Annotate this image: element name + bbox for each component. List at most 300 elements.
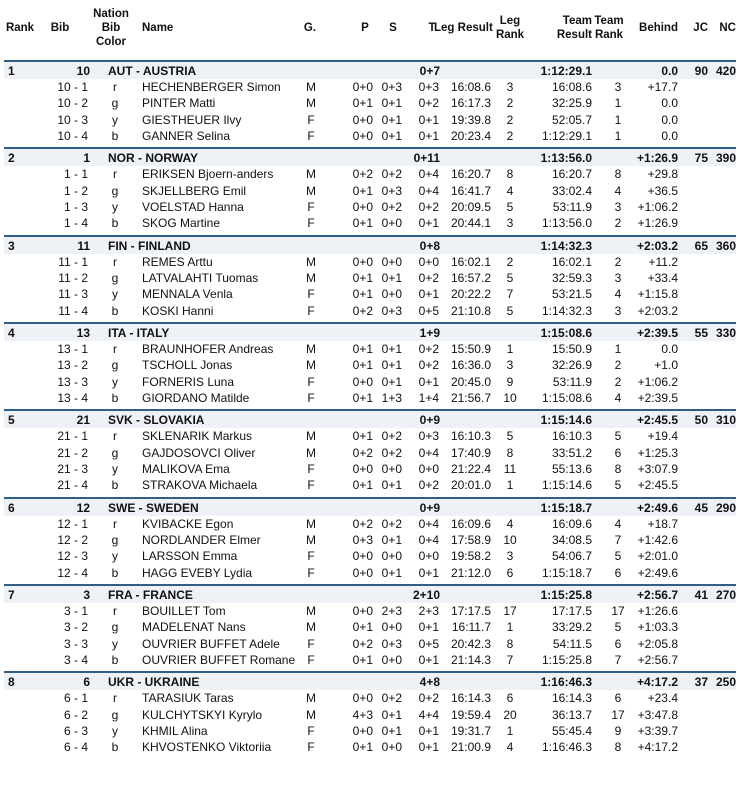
athlete-name: KHVOSTENKO Viktoriia bbox=[142, 740, 272, 755]
athlete-leg-result: 16:09.6 bbox=[450, 516, 491, 531]
athlete-team-result: 16:02.1 bbox=[551, 254, 592, 269]
athlete-bib-color: b bbox=[111, 740, 119, 755]
athlete-leg-rank: 8 bbox=[506, 167, 514, 182]
athlete-behind: +1:26.9 bbox=[637, 216, 678, 231]
athlete-prone: 0+0 bbox=[352, 112, 373, 127]
athlete-total: 0+0 bbox=[418, 461, 439, 476]
header-nation-line1: Nation bbox=[93, 8, 129, 20]
athlete-leg-result: 21:10.8 bbox=[450, 303, 491, 318]
team-rank: 5 bbox=[8, 413, 15, 428]
athlete-behind: +3:39.7 bbox=[637, 723, 678, 738]
athlete-prone: 0+2 bbox=[352, 167, 373, 182]
header-jc: JC bbox=[693, 22, 708, 34]
athlete-row bbox=[4, 603, 736, 619]
team-bib: 6 bbox=[83, 675, 90, 690]
athlete-bib-color: b bbox=[111, 565, 119, 580]
header-bib: Bib bbox=[50, 22, 70, 34]
athlete-standing: 0+2 bbox=[381, 167, 402, 182]
athlete-prone: 0+2 bbox=[352, 445, 373, 460]
athlete-behind: +2:49.6 bbox=[637, 565, 678, 580]
athlete-standing: 0+1 bbox=[381, 341, 402, 356]
athlete-standing: 0+0 bbox=[381, 216, 402, 231]
athlete-bib-color: r bbox=[113, 516, 117, 531]
athlete-total: 0+1 bbox=[418, 652, 439, 667]
athlete-row bbox=[4, 445, 736, 461]
athlete-leg-rank: 6 bbox=[506, 691, 514, 706]
athlete-behind: +1:26.6 bbox=[637, 603, 678, 618]
athlete-leg-rank: 5 bbox=[506, 270, 514, 285]
athlete-name: MENNALA Venla bbox=[142, 287, 233, 302]
athlete-leg-result: 20:42.3 bbox=[450, 636, 491, 651]
team-jc: 55 bbox=[694, 325, 708, 340]
athlete-total: 0+3 bbox=[418, 429, 439, 444]
athlete-gender: M bbox=[306, 183, 316, 198]
athlete-row bbox=[4, 532, 736, 548]
athlete-standing: 0+1 bbox=[381, 723, 402, 738]
athlete-bib-color: y bbox=[112, 112, 118, 127]
athlete-bib: 3 - 2 bbox=[63, 620, 88, 635]
athlete-gender: M bbox=[306, 167, 316, 182]
athlete-leg-result: 19:58.2 bbox=[450, 549, 491, 564]
athlete-bib-color: g bbox=[111, 620, 119, 635]
athlete-row bbox=[4, 95, 736, 111]
athlete-team-rank: 9 bbox=[614, 723, 622, 738]
athlete-behind: +18.7 bbox=[647, 516, 678, 531]
athlete-prone: 0+1 bbox=[352, 478, 373, 493]
athlete-standing: 0+0 bbox=[381, 254, 402, 269]
athlete-behind: +17.7 bbox=[647, 80, 678, 94]
athlete-leg-rank: 7 bbox=[506, 652, 514, 667]
team-result: 1:15:08.6 bbox=[540, 325, 592, 340]
athlete-leg-result: 20:09.5 bbox=[450, 199, 491, 214]
athlete-row bbox=[4, 254, 736, 270]
athlete-behind: +4:17.2 bbox=[637, 740, 678, 755]
athlete-behind: +2:05.8 bbox=[637, 636, 678, 651]
athlete-team-result: 1:12:29.1 bbox=[541, 128, 592, 143]
athlete-bib-color: g bbox=[111, 532, 119, 547]
athlete-standing: 0+0 bbox=[381, 652, 402, 667]
header-team-rank-line2: Rank bbox=[594, 29, 624, 41]
athlete-row bbox=[4, 723, 736, 739]
team-result: 1:14:32.3 bbox=[540, 238, 592, 253]
team-nc: 250 bbox=[715, 675, 736, 690]
athlete-name: FORNERIS Luna bbox=[142, 374, 235, 389]
team-bib: 12 bbox=[76, 500, 90, 515]
athlete-gender: M bbox=[306, 620, 316, 635]
athlete-bib-color: r bbox=[113, 254, 117, 269]
athlete-standing: 0+1 bbox=[381, 565, 402, 580]
athlete-standing: 0+2 bbox=[381, 691, 402, 706]
athlete-bib-color: y bbox=[112, 461, 118, 476]
athlete-name: GANNER Selina bbox=[142, 128, 231, 143]
athlete-team-rank: 2 bbox=[614, 374, 622, 389]
athlete-total: 0+2 bbox=[418, 358, 439, 373]
athlete-team-result: 1:15:18.7 bbox=[541, 565, 592, 580]
team-behind: +4:17.2 bbox=[636, 675, 678, 690]
athlete-bib: 13 - 2 bbox=[57, 358, 88, 373]
team-rank: 1 bbox=[8, 64, 15, 78]
athlete-behind: +29.8 bbox=[647, 167, 678, 182]
team-behind: +2:45.5 bbox=[636, 413, 678, 428]
athlete-row bbox=[4, 112, 736, 128]
athlete-bib-color: b bbox=[111, 303, 119, 318]
athlete-bib: 3 - 4 bbox=[63, 652, 88, 667]
athlete-name: KHMIL Alina bbox=[142, 723, 208, 738]
team-nc: 330 bbox=[715, 325, 736, 340]
athlete-gender: M bbox=[306, 270, 316, 285]
athlete-name: LATVALAHTI Tuomas bbox=[142, 270, 259, 285]
athlete-leg-result: 16:14.3 bbox=[450, 691, 491, 706]
athlete-leg-result: 16:11.7 bbox=[451, 620, 491, 635]
athlete-gender: M bbox=[306, 341, 316, 356]
team-rank: 6 bbox=[8, 500, 15, 515]
athlete-gender: F bbox=[307, 390, 315, 405]
athlete-total: 0+2 bbox=[418, 478, 439, 493]
athlete-standing: 0+0 bbox=[381, 620, 402, 635]
athlete-bib: 13 - 1 bbox=[57, 341, 88, 356]
athlete-prone: 0+0 bbox=[352, 549, 373, 564]
athlete-leg-result: 20:45.0 bbox=[450, 374, 491, 389]
athlete-row bbox=[4, 215, 736, 231]
team-nation: NOR - NORWAY bbox=[108, 151, 199, 166]
header-gender: G. bbox=[303, 22, 317, 34]
team-shooting: 0+8 bbox=[419, 238, 440, 253]
header-team-result-line2: Result bbox=[556, 29, 592, 41]
athlete-leg-rank: 1 bbox=[506, 723, 514, 738]
athlete-behind: +1:06.2 bbox=[637, 199, 678, 214]
athlete-leg-result: 20:22.2 bbox=[450, 287, 491, 302]
athlete-team-result: 16:10.3 bbox=[551, 429, 592, 444]
athlete-bib-color: r bbox=[113, 429, 117, 444]
athlete-bib-color: g bbox=[111, 358, 119, 373]
athlete-leg-rank: 2 bbox=[506, 254, 514, 269]
athlete-bib: 12 - 2 bbox=[57, 532, 88, 547]
athlete-standing: 0+1 bbox=[381, 112, 402, 127]
athlete-leg-result: 20:01.0 bbox=[450, 478, 491, 493]
athlete-name: VOELSTAD Hanna bbox=[142, 199, 244, 214]
athlete-team-rank: 5 bbox=[614, 478, 622, 493]
header-rank: Rank bbox=[5, 22, 35, 34]
athlete-team-rank: 7 bbox=[614, 532, 622, 547]
athlete-behind: +11.2 bbox=[648, 254, 678, 269]
athlete-standing: 0+1 bbox=[381, 128, 402, 143]
athlete-standing: 0+1 bbox=[381, 270, 402, 285]
athlete-team-rank: 4 bbox=[614, 183, 622, 198]
athlete-team-rank: 4 bbox=[614, 287, 622, 302]
athlete-total: 0+4 bbox=[418, 167, 439, 182]
athlete-gender: F bbox=[307, 549, 315, 564]
athlete-prone: 0+0 bbox=[352, 691, 373, 706]
athlete-behind: +1.0 bbox=[654, 358, 678, 373]
athlete-leg-rank: 3 bbox=[506, 80, 514, 94]
header-team-rank-line1: Team bbox=[594, 15, 624, 27]
athlete-standing: 0+0 bbox=[381, 461, 402, 476]
athlete-bib: 12 - 3 bbox=[57, 549, 88, 564]
athlete-bib: 21 - 1 bbox=[57, 429, 88, 444]
athlete-leg-rank: 2 bbox=[506, 128, 514, 143]
athlete-gender: F bbox=[307, 128, 315, 143]
athlete-prone: 0+0 bbox=[352, 565, 373, 580]
team-header-row bbox=[4, 235, 736, 254]
team-result: 1:15:25.8 bbox=[540, 587, 592, 602]
athlete-bib: 21 - 2 bbox=[57, 445, 88, 460]
team-shooting: 4+8 bbox=[419, 675, 440, 690]
athlete-prone: 0+1 bbox=[352, 740, 373, 755]
team-result: 1:15:14.6 bbox=[540, 413, 592, 428]
athlete-leg-result: 20:23.4 bbox=[450, 128, 491, 143]
athlete-gender: M bbox=[306, 691, 316, 706]
athlete-row bbox=[4, 286, 736, 302]
athlete-standing: 0+0 bbox=[381, 740, 402, 755]
athlete-row bbox=[4, 303, 736, 319]
athlete-gender: M bbox=[306, 532, 316, 547]
athlete-row bbox=[4, 79, 736, 95]
athlete-standing: 0+3 bbox=[381, 303, 402, 318]
athlete-behind: 0.0 bbox=[661, 128, 678, 143]
athlete-prone: 0+0 bbox=[352, 603, 373, 618]
athlete-standing: 0+2 bbox=[381, 199, 402, 214]
athlete-leg-rank: 8 bbox=[506, 636, 514, 651]
athlete-prone: 0+2 bbox=[352, 636, 373, 651]
athlete-row bbox=[4, 739, 736, 755]
athlete-behind: +36.5 bbox=[647, 183, 678, 198]
athlete-name: GIESTHEUER Ilvy bbox=[142, 112, 242, 127]
athlete-standing: 0+2 bbox=[381, 445, 402, 460]
athlete-total: 0+1 bbox=[418, 620, 439, 635]
header-nc: NC bbox=[719, 22, 736, 34]
athlete-leg-result: 17:17.5 bbox=[450, 603, 491, 618]
athlete-name: OUVRIER BUFFET Adele bbox=[142, 636, 280, 651]
athlete-gender: M bbox=[306, 80, 316, 94]
athlete-team-result: 1:15:08.6 bbox=[541, 390, 592, 405]
athlete-gender: F bbox=[307, 723, 315, 738]
athlete-bib: 6 - 3 bbox=[63, 723, 88, 738]
athlete-bib: 13 - 4 bbox=[57, 390, 88, 405]
team-jc: 41 bbox=[694, 587, 708, 602]
athlete-team-result: 1:15:14.6 bbox=[541, 478, 592, 493]
athlete-row bbox=[4, 619, 736, 635]
athlete-name: SKOG Martine bbox=[142, 216, 221, 231]
athlete-leg-result: 16:10.3 bbox=[450, 429, 491, 444]
athlete-team-rank: 5 bbox=[614, 429, 622, 444]
athlete-behind: +2:56.7 bbox=[637, 652, 678, 667]
athlete-team-rank: 2 bbox=[614, 254, 622, 269]
athlete-name: REMES Arttu bbox=[142, 254, 213, 269]
athlete-team-result: 16:20.7 bbox=[551, 167, 592, 182]
athlete-leg-result: 17:58.9 bbox=[450, 532, 491, 547]
team-shooting: 0+11 bbox=[413, 151, 440, 166]
athlete-row bbox=[4, 477, 736, 493]
athlete-standing: 0+3 bbox=[381, 80, 402, 94]
athlete-team-result: 53:21.5 bbox=[551, 287, 592, 302]
athlete-prone: 0+0 bbox=[352, 461, 373, 476]
header-leg-result: Leg Result bbox=[434, 22, 493, 34]
athlete-team-rank: 6 bbox=[614, 445, 622, 460]
team-nc: 420 bbox=[715, 64, 736, 78]
athlete-total: 0+0 bbox=[418, 254, 439, 269]
athlete-leg-rank: 2 bbox=[506, 112, 514, 127]
team-jc: 45 bbox=[694, 500, 708, 515]
athlete-total: 0+1 bbox=[418, 740, 439, 755]
athlete-gender: F bbox=[307, 112, 315, 127]
team-result: 1:16:46.3 bbox=[540, 675, 592, 690]
athlete-prone: 0+1 bbox=[352, 429, 373, 444]
athlete-team-result: 32:59.3 bbox=[551, 270, 592, 285]
athlete-total: 0+2 bbox=[418, 96, 439, 111]
athlete-total: 0+4 bbox=[418, 183, 439, 198]
athlete-row bbox=[4, 565, 736, 581]
athlete-team-result: 32:26.9 bbox=[551, 358, 592, 373]
team-header-row bbox=[4, 322, 736, 341]
athlete-behind: +1:06.2 bbox=[637, 374, 678, 389]
athlete-leg-rank: 3 bbox=[506, 358, 514, 373]
athlete-team-rank: 3 bbox=[614, 270, 622, 285]
athlete-team-result: 55:45.4 bbox=[551, 723, 592, 738]
athlete-team-result: 15:50.9 bbox=[551, 341, 592, 356]
athlete-leg-result: 16:08.6 bbox=[450, 80, 491, 94]
athlete-team-result: 1:15:25.8 bbox=[541, 652, 592, 667]
header-nation-line2: Bib bbox=[101, 22, 121, 34]
team-shooting: 1+9 bbox=[419, 325, 440, 340]
athlete-behind: +2:03.2 bbox=[637, 303, 678, 318]
athlete-team-rank: 17 bbox=[611, 707, 625, 722]
athlete-team-rank: 7 bbox=[614, 652, 622, 667]
team-result: 1:15:18.7 bbox=[540, 500, 592, 515]
athlete-team-result: 53:11.9 bbox=[552, 199, 592, 214]
athlete-bib: 13 - 3 bbox=[57, 374, 88, 389]
athlete-row bbox=[4, 341, 736, 357]
athlete-bib-color: g bbox=[111, 270, 119, 285]
header-behind: Behind bbox=[639, 22, 678, 34]
athlete-prone: 0+0 bbox=[352, 254, 373, 269]
athlete-prone: 0+0 bbox=[352, 374, 373, 389]
athlete-team-rank: 6 bbox=[614, 565, 622, 580]
athlete-behind: +19.4 bbox=[647, 429, 678, 444]
athlete-team-rank: 1 bbox=[614, 96, 622, 111]
athlete-gender: F bbox=[307, 216, 315, 231]
athlete-bib: 6 - 2 bbox=[63, 707, 88, 722]
team-behind: +1:26.9 bbox=[636, 151, 678, 166]
athlete-bib: 10 - 2 bbox=[57, 96, 88, 111]
athlete-behind: +1:25.3 bbox=[637, 445, 678, 460]
athlete-bib: 1 - 4 bbox=[63, 216, 88, 231]
athlete-standing: 0+2 bbox=[381, 429, 402, 444]
athlete-row bbox=[4, 548, 736, 564]
athlete-standing: 0+2 bbox=[381, 516, 402, 531]
athlete-team-result: 32:25.9 bbox=[551, 96, 592, 111]
athlete-leg-rank: 5 bbox=[506, 199, 514, 214]
team-behind: 0.0 bbox=[661, 64, 678, 78]
team-rank: 4 bbox=[8, 325, 15, 340]
team-nation: SWE - SWEDEN bbox=[108, 500, 199, 515]
athlete-total: 0+1 bbox=[418, 723, 439, 738]
athlete-bib-color: y bbox=[112, 723, 118, 738]
athlete-total: 0+0 bbox=[418, 549, 439, 564]
athlete-gender: F bbox=[307, 287, 315, 302]
athlete-gender: M bbox=[306, 96, 316, 111]
athlete-name: TSCHOLL Jonas bbox=[142, 358, 233, 373]
header-nation-line3: Color bbox=[95, 36, 127, 48]
athlete-bib: 6 - 1 bbox=[63, 691, 88, 706]
team-behind: +2:39.5 bbox=[636, 325, 678, 340]
athlete-team-rank: 1 bbox=[614, 112, 622, 127]
athlete-bib-color: b bbox=[111, 390, 119, 405]
athlete-row bbox=[4, 707, 736, 723]
athlete-team-result: 34:08.5 bbox=[551, 532, 592, 547]
athlete-leg-rank: 1 bbox=[506, 620, 514, 635]
athlete-bib: 6 - 4 bbox=[63, 740, 88, 755]
athlete-leg-result: 20:44.1 bbox=[450, 216, 491, 231]
athlete-row bbox=[4, 270, 736, 286]
athlete-total: 0+2 bbox=[418, 270, 439, 285]
athlete-name: KOSKI Hanni bbox=[142, 303, 214, 318]
team-header-row bbox=[4, 671, 736, 690]
athlete-prone: 0+2 bbox=[352, 303, 373, 318]
athlete-leg-rank: 17 bbox=[503, 603, 517, 618]
athlete-prone: 0+0 bbox=[352, 128, 373, 143]
athlete-behind: 0.0 bbox=[661, 112, 678, 127]
athlete-total: 0+1 bbox=[418, 374, 439, 389]
team-shooting: 0+9 bbox=[419, 500, 440, 515]
athlete-bib-color: g bbox=[111, 183, 119, 198]
athlete-total: 4+4 bbox=[418, 707, 439, 722]
athlete-bib: 21 - 4 bbox=[57, 478, 88, 493]
athlete-total: 0+1 bbox=[418, 216, 439, 231]
athlete-leg-result: 19:39.8 bbox=[450, 112, 491, 127]
athlete-bib: 1 - 2 bbox=[63, 183, 88, 198]
athlete-total: 0+2 bbox=[418, 199, 439, 214]
athlete-bib-color: y bbox=[112, 374, 118, 389]
athlete-row bbox=[4, 183, 736, 199]
athlete-name: SKLENARIK Markus bbox=[142, 429, 253, 444]
athlete-row bbox=[4, 690, 736, 706]
athlete-name: KULCHYTSKYI Kyrylo bbox=[142, 707, 263, 722]
athlete-behind: +23.4 bbox=[647, 691, 678, 706]
athlete-total: 0+2 bbox=[418, 691, 439, 706]
team-header-row bbox=[4, 497, 736, 516]
team-bib: 10 bbox=[76, 64, 90, 78]
athlete-bib: 10 - 3 bbox=[57, 112, 88, 127]
athlete-bib-color: y bbox=[112, 199, 118, 214]
athlete-team-rank: 8 bbox=[614, 167, 622, 182]
athlete-bib-color: r bbox=[113, 80, 117, 94]
team-bib: 21 bbox=[76, 413, 90, 428]
athlete-team-result: 16:08.6 bbox=[551, 80, 592, 94]
athlete-bib: 11 - 3 bbox=[58, 287, 88, 302]
team-shooting: 2+10 bbox=[412, 587, 440, 602]
athlete-bib: 12 - 1 bbox=[57, 516, 88, 531]
athlete-team-result: 17:17.5 bbox=[551, 603, 592, 618]
athlete-team-result: 1:16:46.3 bbox=[541, 740, 592, 755]
header-prone: P bbox=[361, 22, 369, 34]
team-bib: 13 bbox=[76, 325, 90, 340]
athlete-total: 0+1 bbox=[418, 565, 439, 580]
athlete-prone: 0+0 bbox=[352, 80, 373, 94]
athlete-name: ERIKSEN Bjoern-anders bbox=[142, 167, 274, 182]
athlete-total: 0+4 bbox=[418, 445, 439, 460]
athlete-standing: 1+3 bbox=[381, 390, 402, 405]
athlete-prone: 0+1 bbox=[352, 358, 373, 373]
team-nc: 360 bbox=[715, 238, 736, 253]
athlete-bib-color: y bbox=[112, 549, 118, 564]
team-nation: FIN - FINLAND bbox=[108, 238, 191, 253]
athlete-gender: F bbox=[307, 199, 315, 214]
athlete-bib: 1 - 3 bbox=[63, 199, 88, 214]
athlete-standing: 0+3 bbox=[381, 636, 402, 651]
team-rank: 3 bbox=[8, 238, 15, 253]
athlete-gender: F bbox=[307, 478, 315, 493]
athlete-gender: F bbox=[307, 461, 315, 476]
